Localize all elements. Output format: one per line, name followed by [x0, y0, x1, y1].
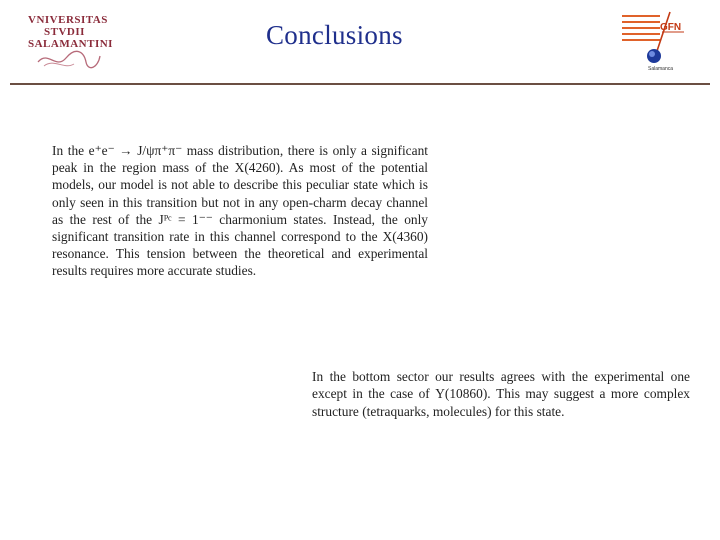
gfn-logo-subtext: Salamanca: [648, 66, 674, 72]
header-divider: [10, 83, 710, 85]
university-logo-line1: VNIVERSITAS: [28, 14, 108, 26]
page-title: Conclusions: [266, 20, 403, 50]
conclusion-paragraph-charmonium: In the e⁺e⁻ → J/ψπ⁺π⁻ mass distribution, there is only a significant peak in the region mass of the X(4260). As most of the potential models, our model is not able to describe this peculiar state which is only seen in this transition but not in any open-charm decay channel as the rest of the Jᴾᶜ = 1⁻⁻ charmonium states. Instead, the only significant transition rate in this channel correspond to the X(4360) resonance. This tension between the theoretical and experimental results requires more accurate studies.: [52, 143, 428, 279]
university-logo-line2: STVDII: [44, 26, 85, 38]
gfn-logo: [620, 10, 694, 76]
university-logo-line3: SALAMANTINI: [28, 38, 113, 50]
conclusion-paragraph-bottomonium: In the bottom sector our results agrees with the experimental one except in the case of Υ(10860). This may suggest a more complex structure (tetraquarks, molecules) for this state.: [312, 369, 690, 419]
university-logo: [28, 14, 112, 74]
flourish-icon: [34, 48, 104, 72]
gfn-logo-text: GFN: [660, 22, 682, 33]
